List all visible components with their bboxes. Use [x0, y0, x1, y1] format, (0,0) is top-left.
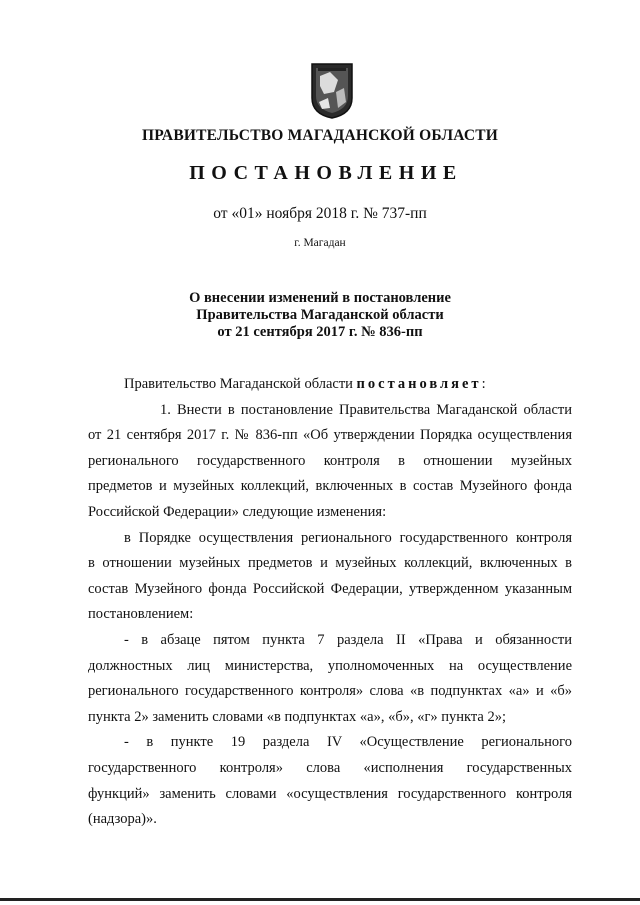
- paragraph-line: предметов и музейных коллекций, включенных в состав Музейного фонда: [88, 478, 572, 495]
- paragraph-line: - в пункте 19 раздела IV «Осуществление регионального: [124, 734, 572, 751]
- paragraph-line: постановлением:: [88, 606, 194, 623]
- paragraph-line: государственного контроля» слова «исполнения государственных: [88, 759, 572, 776]
- paragraph-line: 1. Внести в постановление Правительства Магаданской области: [160, 401, 572, 418]
- magadan-coat-of-arms-icon: [310, 62, 354, 120]
- paragraph-line: Российской Федерации» следующие изменения:: [88, 503, 387, 520]
- page-bottom-rule: [0, 898, 640, 901]
- paragraph-line: пункта 2» заменить словами «в подпунктах «а», «б», «г» пункта 2»;: [88, 708, 507, 725]
- paragraph-line: функций» заменить словами «осуществления государственного контроля: [88, 785, 572, 802]
- paragraph-line: регионального государственного контроля в отношении музейных: [88, 452, 572, 469]
- document-type: ПОСТАНОВЛЕНИЕ: [189, 162, 463, 184]
- intro-text: Правительство Магаданской области: [124, 376, 357, 392]
- document-subject: [0, 290, 640, 341]
- paragraph-line: в отношении музейных предметов и музейных коллекций, включенных в: [88, 555, 572, 572]
- paragraph-line: в Порядке осуществления регионального государственного контроля: [124, 529, 572, 546]
- document-body: [88, 372, 572, 833]
- paragraph-line: регионального государственного контроля» слова «в подпунктах «а» и «б»: [88, 683, 572, 700]
- paragraph-3: [88, 628, 572, 730]
- subject-line: О внесении изменений в постановление: [189, 290, 451, 306]
- intro-resolves: постановляет: [356, 376, 482, 392]
- paragraph-line: должностных лиц министерства, уполномоченных на осуществление: [88, 657, 572, 674]
- government-title: ПРАВИТЕЛЬСТВО МАГАДАНСКОЙ ОБЛАСТИ: [141, 127, 499, 144]
- paragraph-1: [88, 398, 572, 526]
- document-city: г. Магадан: [294, 237, 346, 249]
- subject-line: Правительства Магаданской области: [196, 307, 444, 323]
- paragraph-line: состав Музейного фонда Российской Федерации, утвержденном указанным: [88, 580, 572, 597]
- intro-colon: :: [481, 376, 486, 392]
- subject-line: от 21 сентября 2017 г. № 836-пп: [217, 324, 423, 340]
- intro-paragraph: [88, 372, 572, 398]
- paragraph-line: от 21 сентября 2017 г. № 836-пп «Об утверждении Порядка осуществления: [88, 427, 572, 444]
- paragraph-4: [88, 730, 572, 832]
- paragraph-line: (надзора)».: [88, 811, 157, 828]
- paragraph-2: [88, 526, 572, 628]
- paragraph-line: - в абзаце пятом пункта 7 раздела II «Права и обязанности: [124, 631, 572, 648]
- document-date-number: от «01» ноября 2018 г. № 737-пп: [213, 205, 427, 222]
